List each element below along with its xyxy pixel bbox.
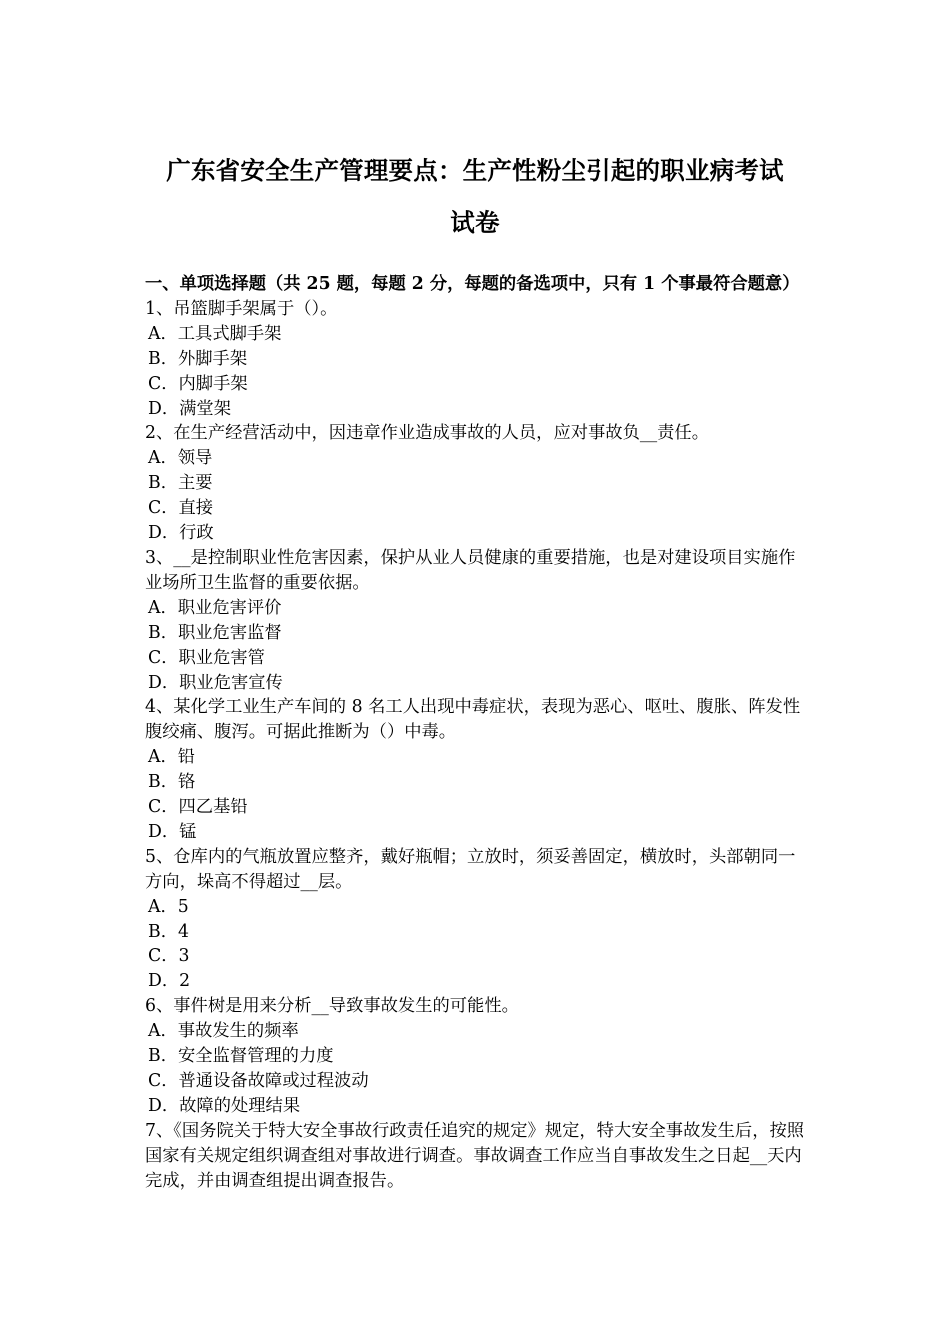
option-c: C．内脚手架	[148, 373, 248, 394]
option-b: B．职业危害监督	[148, 622, 282, 643]
option-a: A．铅	[148, 747, 196, 768]
option-d: D．职业危害宣传	[148, 672, 283, 693]
question-7	[145, 1119, 807, 1194]
option-d: D．锰	[148, 821, 197, 842]
question-2	[145, 421, 807, 546]
option-d: D．行政	[148, 523, 214, 544]
question-stem: 3、__是控制职业性危害因素，保护从业人员健康的重要措施，也是对建设项目实施作业场所卫生监督的重要依据。	[145, 547, 796, 593]
question-stem: 4、某化学工业生产车间的 8 名工人出现中毒症状，表现为恶心、呕吐、腹胀、阵发性腹绞痛、腹泻。可据此推断为（）中毒。	[145, 697, 801, 743]
question-4	[145, 695, 807, 844]
question-1	[145, 297, 807, 422]
option-a: A．职业危害评价	[148, 597, 282, 618]
option-b: B．4	[148, 921, 189, 942]
option-a: A．事故发生的频率	[148, 1021, 299, 1042]
question-stem: 1、吊篮脚手架属于（）。	[145, 298, 338, 319]
question-5	[145, 845, 807, 994]
option-a: A．工具式脚手架	[148, 323, 282, 344]
option-a: A．领导	[148, 448, 213, 469]
option-b: B．安全监督管理的力度	[148, 1046, 334, 1067]
option-c: C．普通设备故障或过程波动	[148, 1071, 369, 1091]
option-c: C．四乙基铅	[148, 797, 248, 818]
document-body	[145, 272, 807, 1194]
question-3	[145, 546, 807, 695]
question-stem: 2、在生产经营活动中，因违章作业造成事故的人员，应对事故负__责任。	[145, 423, 709, 444]
option-b: B．主要	[148, 473, 213, 494]
question-6	[145, 994, 807, 1119]
question-stem: 5、仓库内的气瓶放置应整齐，戴好瓶帽；立放时，须妥善固定，横放时，头部朝同一方向，垛高不得超过__层。	[145, 846, 796, 892]
option-a: A．5	[148, 896, 189, 917]
section-heading: 一、单项选择题（共 25 题，每题 2 分，每题的备选项中，只有 1 个事最符合题意）	[145, 274, 800, 294]
document-title-line-1: 广东省安全生产管理要点：生产性粉尘引起的职业病考试	[166, 156, 784, 185]
option-d: D．2	[148, 971, 191, 992]
question-stem: 6、事件树是用来分析__导致事故发生的可能性。	[145, 996, 519, 1017]
option-c: C．职业危害管	[148, 647, 265, 668]
question-stem: 7、《国务院关于特大安全事故行政责任追究的规定》规定，特大安全事故发生后，按照国家有关规定组织调查组对事故进行调查。事故调查工作应当自事故发生之日起__天内完成，并由调查组提出调查报告。	[145, 1120, 805, 1191]
document-title-line-2: 试卷	[450, 208, 500, 237]
option-b: B．铬	[148, 772, 196, 793]
option-d: D．满堂架	[148, 398, 231, 419]
option-b: B．外脚手架	[148, 348, 248, 369]
option-c: C．直接	[148, 498, 214, 519]
option-c: C．3	[148, 946, 190, 967]
option-d: D．故障的处理结果	[148, 1095, 301, 1116]
